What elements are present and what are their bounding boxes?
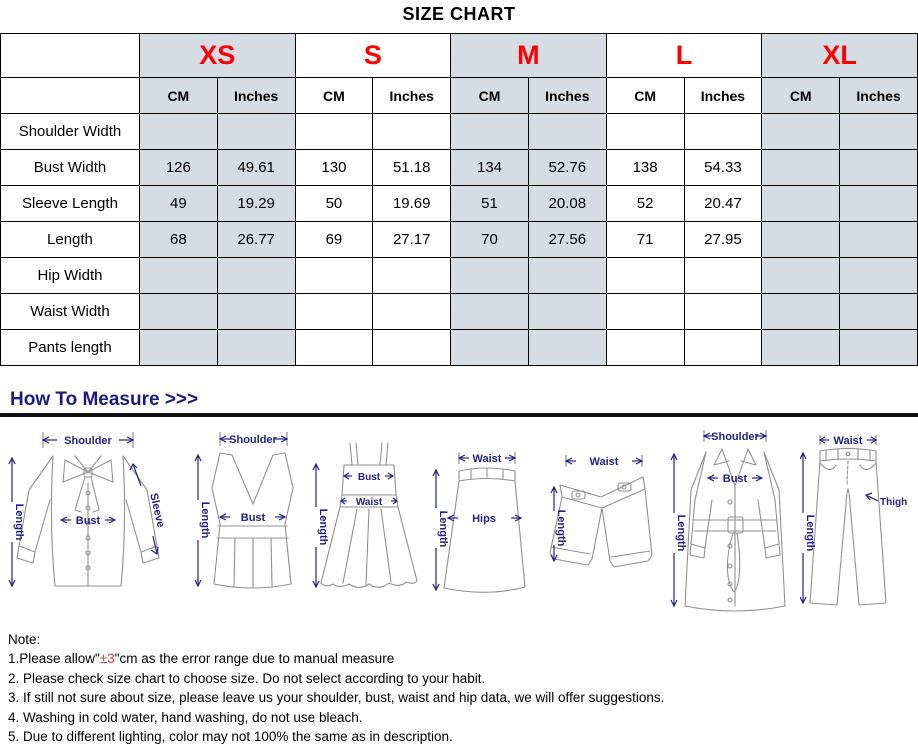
unit-header: CM <box>451 78 529 114</box>
tank-shoulder-label: Shoulder <box>229 434 277 446</box>
cell <box>373 114 451 150</box>
unit-header: CM <box>139 78 217 114</box>
dress-waist-label: Waist <box>355 497 383 508</box>
unit-header: Inches <box>528 78 606 114</box>
cell: 130 <box>295 150 373 186</box>
blouse-length-label: Length <box>13 503 25 541</box>
size-header-m: M <box>451 34 607 78</box>
row-label: Waist Width <box>1 294 140 330</box>
cell <box>606 294 684 330</box>
table-row <box>1 186 918 222</box>
cell: 70 <box>451 222 529 258</box>
table-row <box>1 150 918 186</box>
coat-shoulder-label: Shoulder <box>711 431 759 443</box>
pants-waist-label: Waist <box>833 435 863 447</box>
size-header-l: L <box>606 34 762 78</box>
cell <box>840 186 918 222</box>
cell: 26.77 <box>217 222 295 258</box>
cell <box>528 114 606 150</box>
unit-header: Inches <box>684 78 762 114</box>
notes-section <box>8 630 664 746</box>
cell: 49.61 <box>217 150 295 186</box>
cell <box>295 258 373 294</box>
table-row <box>1 258 918 294</box>
unit-header: Inches <box>373 78 451 114</box>
garment-dress <box>311 437 427 605</box>
cell <box>840 150 918 186</box>
garment-tank-top <box>190 428 317 610</box>
note-line-1-post: "cm as the error range due to manual measure <box>114 651 395 667</box>
garment-blouse <box>5 428 185 610</box>
garment-shorts <box>542 453 660 601</box>
cell <box>840 294 918 330</box>
unit-header: Inches <box>217 78 295 114</box>
blouse-shoulder-label: Shoulder <box>64 435 112 447</box>
cell: 27.95 <box>684 222 762 258</box>
size-header-row <box>1 34 918 78</box>
garment-pants <box>800 433 914 615</box>
cell <box>762 294 840 330</box>
cell <box>295 294 373 330</box>
cell <box>139 294 217 330</box>
cell <box>840 330 918 366</box>
cell <box>217 114 295 150</box>
garment-coat <box>666 428 804 620</box>
garment-skirt <box>431 450 537 602</box>
pants-length-label: Length <box>804 514 816 552</box>
coat-length-label: Length <box>675 514 687 552</box>
corner-cell <box>1 34 140 78</box>
tank-bust-label: Bust <box>240 512 266 524</box>
cell <box>684 114 762 150</box>
blouse-bust-label: Bust <box>75 515 101 527</box>
unit-header: Inches <box>840 78 918 114</box>
cell: 126 <box>139 150 217 186</box>
table-row <box>1 222 918 258</box>
cell: 27.17 <box>373 222 451 258</box>
blouse-sleeve-label: Sleeve <box>147 491 167 529</box>
cell <box>762 258 840 294</box>
cell: 49 <box>139 186 217 222</box>
page-title: SIZE CHART <box>402 4 516 24</box>
cell <box>684 258 762 294</box>
cell <box>606 330 684 366</box>
how-to-measure-title: How To Measure >>> <box>10 389 199 410</box>
table-row <box>1 114 918 150</box>
cell <box>840 258 918 294</box>
cell <box>840 114 918 150</box>
cell <box>684 330 762 366</box>
cell: 20.47 <box>684 186 762 222</box>
cell <box>295 114 373 150</box>
cell <box>295 330 373 366</box>
unit-header: CM <box>606 78 684 114</box>
cell <box>451 258 529 294</box>
note-line-1-highlight: ±3 <box>99 651 115 667</box>
cell <box>762 186 840 222</box>
cell <box>373 294 451 330</box>
cell <box>373 258 451 294</box>
row-label: Hip Width <box>1 258 140 294</box>
size-header-xs: XS <box>139 34 295 78</box>
cell: 71 <box>606 222 684 258</box>
note-line-3: 3. If still not sure about size, please leave us your shoulder, bust, waist and hip data, we will offer suggestions. <box>8 690 665 706</box>
shorts-waist-label: Waist <box>589 456 619 468</box>
cell <box>373 330 451 366</box>
cell: 19.69 <box>373 186 451 222</box>
cell <box>528 258 606 294</box>
dress-bust-label: Bust <box>357 472 381 483</box>
note-line-5: 5. Due to different lighting, color may not 100% the same as in description. <box>8 729 453 745</box>
size-header-s: S <box>295 34 451 78</box>
cell: 27.56 <box>528 222 606 258</box>
row-label: Sleeve Length <box>1 186 140 222</box>
cell <box>528 294 606 330</box>
cell: 50 <box>295 186 373 222</box>
cell <box>139 258 217 294</box>
row-label: Bust Width <box>1 150 140 186</box>
cell: 20.08 <box>528 186 606 222</box>
cell <box>451 330 529 366</box>
cell: 19.29 <box>217 186 295 222</box>
shorts-length-label: Length <box>555 509 567 547</box>
size-header-xl: XL <box>762 34 918 78</box>
cell: 134 <box>451 150 529 186</box>
cell <box>139 114 217 150</box>
table-row <box>1 330 918 366</box>
cell <box>606 114 684 150</box>
cell <box>217 330 295 366</box>
unit-header: CM <box>295 78 373 114</box>
cell <box>139 330 217 366</box>
skirt-waist-label: Waist <box>472 453 502 465</box>
cell <box>762 150 840 186</box>
cell <box>762 222 840 258</box>
unit-header-row <box>1 78 918 114</box>
note-line-1-pre: 1.Please allow" <box>8 651 100 667</box>
coat-bust-label: Bust <box>722 473 748 485</box>
cell <box>762 330 840 366</box>
cell: 52.76 <box>528 150 606 186</box>
cell <box>606 258 684 294</box>
cell <box>451 294 529 330</box>
note-line-1 <box>8 649 664 668</box>
dress-length-label: Length <box>317 508 329 546</box>
table-row <box>1 294 918 330</box>
unit-header: CM <box>762 78 840 114</box>
cell <box>451 114 529 150</box>
cell: 54.33 <box>684 150 762 186</box>
note-line-2: 2. Please check size chart to choose size. Do not select according to your habit. <box>8 670 486 686</box>
corner-cell <box>1 78 140 114</box>
pants-thigh-label: Thigh <box>880 497 908 508</box>
tank-length-label: Length <box>199 501 211 539</box>
cell: 51 <box>451 186 529 222</box>
row-label: Length <box>1 222 140 258</box>
row-label: Pants length <box>1 330 140 366</box>
cell: 68 <box>139 222 217 258</box>
cell: 69 <box>295 222 373 258</box>
divider-line <box>0 413 918 417</box>
cell <box>684 294 762 330</box>
skirt-length-label: Length <box>437 510 449 548</box>
note-line-4: 4. Washing in cold water, hand washing, do not use bleach. <box>8 709 363 725</box>
cell <box>528 330 606 366</box>
cell <box>217 258 295 294</box>
cell <box>840 222 918 258</box>
cell: 138 <box>606 150 684 186</box>
note-heading: Note: <box>8 632 41 647</box>
cell <box>217 294 295 330</box>
cell <box>762 114 840 150</box>
measure-figures <box>0 425 918 630</box>
skirt-hips-label: Hips <box>472 513 496 525</box>
size-chart-table <box>0 33 918 366</box>
row-label: Shoulder Width <box>1 114 140 150</box>
cell: 52 <box>606 186 684 222</box>
cell: 51.18 <box>373 150 451 186</box>
